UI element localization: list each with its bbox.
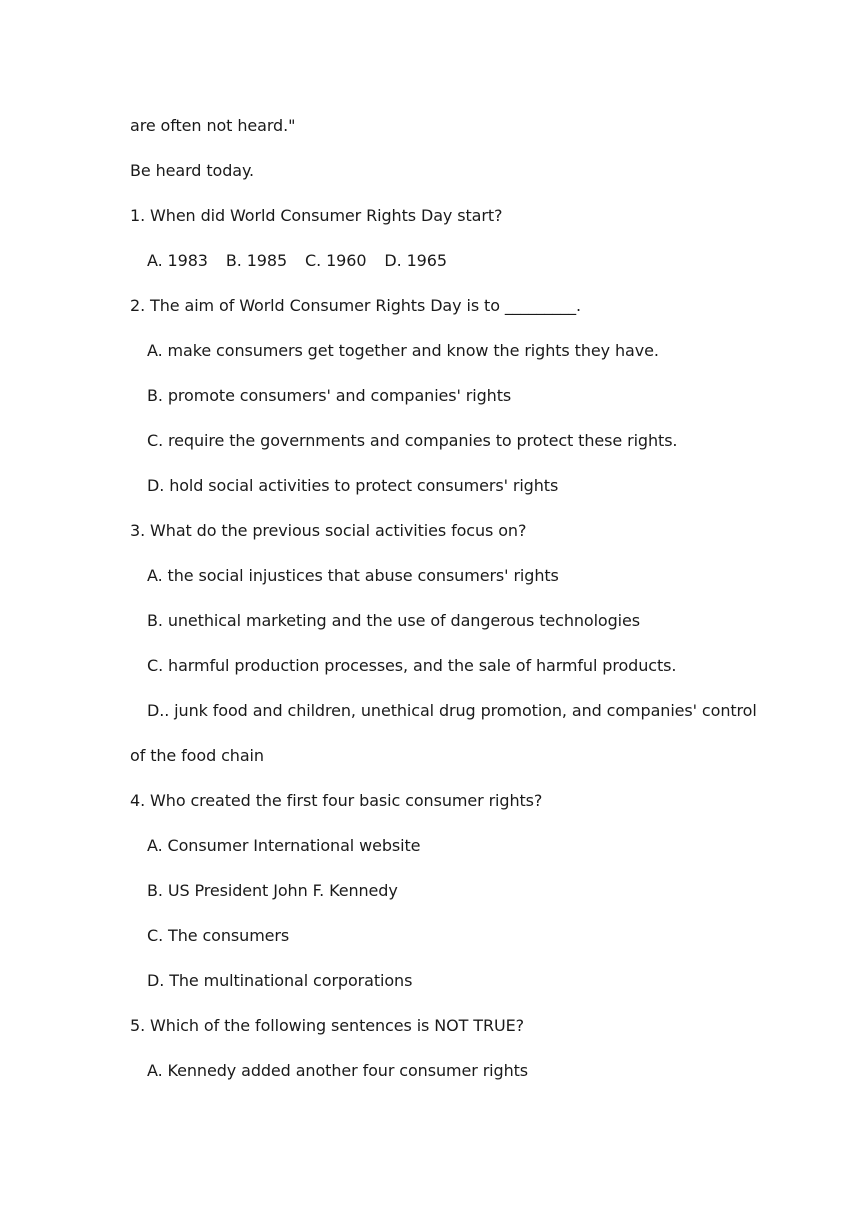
question-3-option-d-continuation: of the food chain — [130, 746, 264, 765]
question-2-option-a: A. make consumers get together and know the rights they have. — [147, 341, 659, 360]
question-5-stem: 5. Which of the following sentences is NOT TRUE? — [130, 1016, 524, 1035]
question-1-option-a: A. 1983 — [147, 251, 208, 270]
question-1-option-d: D. 1965 — [384, 251, 447, 270]
question-3-option-b: B. unethical marketing and the use of dangerous technologies — [147, 611, 641, 630]
question-4-option-d: D. The multinational corporations — [147, 971, 413, 990]
question-2-option-d: D. hold social activities to protect consumers' rights — [147, 476, 559, 495]
document-content — [130, 112, 757, 1102]
question-1-option-c: C. 1960 — [305, 251, 367, 270]
question-1-stem: 1. When did World Consumer Rights Day start? — [130, 206, 503, 225]
question-2-stem: 2. The aim of World Consumer Rights Day is to _________. — [130, 296, 581, 315]
question-3-option-a: A. the social injustices that abuse consumers' rights — [147, 566, 559, 585]
question-5-option-a: A. Kennedy added another four consumer rights — [147, 1061, 529, 1080]
question-3-option-d: D.. junk food and children, unethical drug promotion, and companies' control — [147, 701, 757, 720]
question-2-option-c: C. require the governments and companies to protect these rights. — [147, 431, 678, 450]
question-1-choices — [130, 247, 750, 292]
question-4-option-c: C. The consumers — [147, 926, 290, 945]
intro-text-line: are often not heard." — [130, 116, 296, 135]
question-3-stem: 3. What do the previous social activities focus on? — [130, 521, 527, 540]
question-1-option-b: B. 1985 — [225, 251, 288, 270]
intro-text-line: Be heard today. — [130, 161, 255, 180]
question-4-option-b: B. US President John F. Kennedy — [147, 881, 398, 900]
question-4-stem: 4. Who created the first four basic consumer rights? — [130, 791, 543, 810]
question-4-option-a: A. Consumer International website — [147, 836, 421, 855]
question-3-option-c: C. harmful production processes, and the sale of harmful products. — [147, 656, 677, 675]
question-2-option-b: B. promote consumers' and companies' rights — [147, 386, 512, 405]
